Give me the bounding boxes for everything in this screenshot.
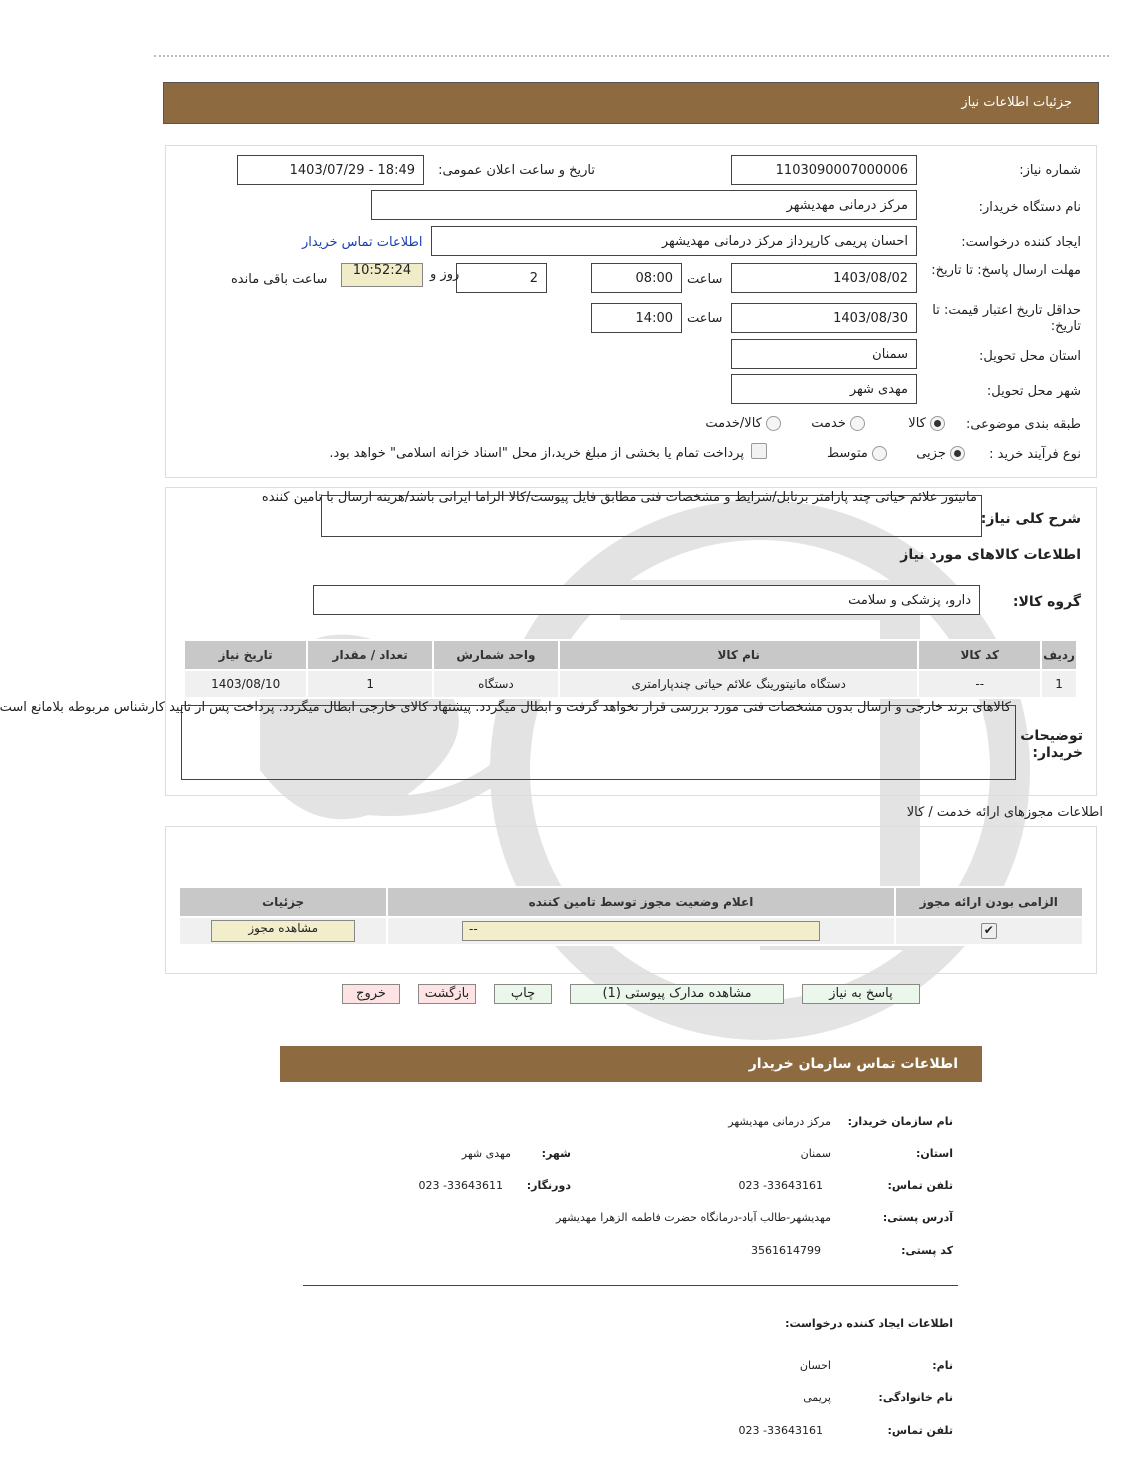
- process-label: نوع فرآیند خرید :: [989, 447, 1081, 462]
- col-name: نام کالا: [559, 640, 919, 670]
- summary-field[interactable]: [261, 490, 982, 537]
- summary-label: شرح کلی نیاز:: [980, 511, 1081, 527]
- radio-icon[interactable]: [766, 416, 781, 431]
- price-time-value: 14:00: [635, 311, 673, 326]
- announce-label: تاریخ و ساعت اعلان عمومی:: [438, 163, 595, 178]
- postal-label: کد پستی:: [901, 1244, 953, 1257]
- contact-title: اطلاعات تماس سازمان خریدار: [748, 1056, 958, 1072]
- print-button[interactable]: چاپ: [494, 984, 552, 1004]
- creator-field: [431, 226, 917, 256]
- remaining-time-value: 10:52:24: [352, 263, 412, 278]
- postal-value: 3561614799: [751, 1244, 821, 1257]
- days-label: روز و: [430, 267, 460, 282]
- name-value: احسان: [799, 1359, 831, 1372]
- buyer-org-value: مرکز درمانی مهدیشهر: [786, 198, 908, 213]
- price-time-field: [591, 303, 682, 333]
- category-label: طبقه بندی موضوعی:: [965, 417, 1081, 432]
- buyer-notes-text: کالاهای برند خارجی و ارسال بدون مشخصات فنی مورد بررسی قرار نخواهد گرفت و ابطال میگردد. پیشنهاد کالای خارجی ابطال میگردد. پرداخت پس از تایید کارشناس مربوطه بلامانع است: [0, 700, 1011, 715]
- col-status: اعلام وضعیت مجوز توسط تامین کننده: [387, 887, 894, 917]
- phone-value: 023 -33643161: [738, 1179, 823, 1192]
- contact-province-label: استان:: [916, 1147, 953, 1160]
- attachments-button[interactable]: مشاهده مدارک پیوستی (1): [570, 984, 784, 1004]
- col-details: جزئیات: [179, 887, 387, 917]
- back-button[interactable]: بازگشت: [418, 984, 476, 1004]
- process-option-minor[interactable]: [916, 446, 965, 461]
- price-date-field: [731, 303, 917, 333]
- fax-label: دورنگار:: [526, 1179, 571, 1192]
- address-value: مهدیشهر-طالب آباد-درمانگاه حضرت فاطمه الزهرا مهدیشهر: [555, 1211, 831, 1224]
- payment-checkbox[interactable]: [751, 443, 767, 459]
- need-number-value: 1103090007000006: [775, 163, 908, 178]
- col-code: کد کالا: [918, 640, 1041, 670]
- category-option-goods-label: کالا: [908, 416, 926, 431]
- fax-value: 023 -33643611: [418, 1179, 503, 1192]
- announce-value: 1403/07/29 - 18:49: [289, 163, 415, 178]
- col-unit: واحد شمارش: [433, 640, 559, 670]
- category-option-service-label: خدمت: [811, 416, 846, 431]
- cell-code: --: [918, 670, 1041, 698]
- process-option-minor-label: جزیی: [916, 446, 946, 461]
- creator-phone-value: 023 -33643161: [738, 1424, 823, 1437]
- days-field: [456, 263, 547, 293]
- page-title: جزئیات اطلاعات نیاز: [961, 95, 1072, 110]
- city-field: [731, 374, 917, 404]
- cell-details: [179, 917, 387, 945]
- cell-qty: 1: [307, 670, 433, 698]
- buyer-org-field: [371, 190, 917, 220]
- category-option-goods[interactable]: [908, 416, 945, 431]
- city-label: شهر محل تحویل:: [986, 384, 1081, 399]
- radio-selected-icon[interactable]: [930, 416, 945, 431]
- days-value: 2: [529, 271, 538, 286]
- checkmark-icon: ✔: [983, 923, 994, 937]
- permits-table: [178, 886, 1084, 946]
- goods-info-title: اطلاعات کالاهای مورد نیاز: [900, 547, 1081, 563]
- price-validity-label: حداقل تاریخ اعتبار قیمت: تا تاریخ:: [932, 303, 1081, 334]
- city-value: مهدی شهر: [849, 382, 908, 397]
- exit-button[interactable]: خروج: [342, 984, 400, 1004]
- cell-required: [895, 917, 1083, 945]
- province-label: استان محل تحویل:: [979, 349, 1081, 364]
- buyer-notes-label: توضیحات خریدار:: [1020, 728, 1083, 761]
- goods-table: [183, 639, 1078, 699]
- contact-header: [280, 1046, 982, 1082]
- reply-date-value: 1403/08/02: [833, 271, 908, 286]
- phone-label: تلفن تماس:: [887, 1179, 953, 1192]
- table-row[interactable]: [184, 670, 1077, 698]
- view-permit-button[interactable]: مشاهده مجوز: [211, 920, 355, 942]
- process-option-medium[interactable]: [827, 446, 887, 461]
- reply-deadline-label: مهلت ارسال پاسخ: تا تاریخ:: [931, 263, 1081, 278]
- col-row: ردیف: [1041, 640, 1077, 670]
- contact-province-value: سمنان: [800, 1147, 831, 1160]
- family-label: نام خانوادگی:: [878, 1391, 953, 1404]
- remaining-label: ساعت باقی مانده: [231, 272, 328, 287]
- province-field: [731, 339, 917, 369]
- buyer-org-label: نام دستگاه خریدار:: [978, 200, 1081, 215]
- permits-title: اطلاعات مجوزهای ارائه خدمت / کالا: [906, 805, 1103, 820]
- col-required: الزامی بودن ارائه مجوز: [895, 887, 1083, 917]
- need-number-label: شماره نیاز:: [1019, 163, 1081, 178]
- reply-date-field: [731, 263, 917, 293]
- org-value: مرکز درمانی مهدیشهر: [728, 1115, 831, 1128]
- cell-status: [387, 917, 894, 945]
- goods-group-field: [313, 585, 980, 615]
- family-value: پریمی: [803, 1391, 831, 1404]
- buyer-notes-field[interactable]: [0, 700, 1016, 780]
- category-option-both-label: کالا/خدمت: [705, 416, 762, 431]
- reply-time-label: ساعت: [687, 272, 723, 287]
- summary-text: مانیتور علائم حیاتی چند پارامتر برنابل/شرایط و مشخصات فنی مطابق فایل پیوست/کالا الزاما ایرانی باشد/هزینه ارسال با تامین کننده: [261, 490, 977, 505]
- permit-status-field: [462, 921, 820, 941]
- reply-time-field: [591, 263, 682, 293]
- price-date-value: 1403/08/30: [833, 311, 908, 326]
- col-qty: تعداد / مقدار: [307, 640, 433, 670]
- permits-table-header: [179, 887, 1083, 917]
- cell-date: 1403/08/10: [184, 670, 307, 698]
- category-option-service[interactable]: [811, 416, 865, 431]
- remaining-time-field: [341, 263, 423, 287]
- announce-field: [237, 155, 424, 185]
- creator-phone-label: تلفن تماس:: [887, 1424, 953, 1437]
- goods-group-label: گروه کالا:: [1012, 594, 1081, 610]
- radio-icon[interactable]: [872, 446, 887, 461]
- cell-row: 1: [1041, 670, 1077, 698]
- cell-unit: دستگاه: [433, 670, 559, 698]
- category-option-both[interactable]: [705, 416, 781, 431]
- name-label: نام:: [932, 1359, 953, 1372]
- cell-name: دستگاه مانیتورینگ علائم حیاتی چندپارامتری: [559, 670, 919, 698]
- payment-note: پرداخت تمام یا بخشی از مبلغ خرید،از محل "اسناد خزانه اسلامی" خواهد بود.: [329, 446, 744, 461]
- contact-city-label: شهر:: [541, 1147, 571, 1160]
- page-header: [163, 82, 1099, 124]
- province-value: سمنان: [872, 347, 908, 362]
- permit-status-value: --: [469, 922, 478, 936]
- top-divider: [154, 55, 1109, 57]
- address-label: آدرس پستی:: [882, 1211, 953, 1224]
- goods-table-header: [184, 640, 1077, 670]
- table-row: [179, 917, 1083, 945]
- creator-info-title: اطلاعات ایجاد کننده درخواست:: [785, 1317, 953, 1330]
- contact-city-value: مهدی شهر: [461, 1147, 511, 1160]
- radio-selected-icon[interactable]: [950, 446, 965, 461]
- col-date: تاریخ نیاز: [184, 640, 307, 670]
- contact-divider: [303, 1285, 958, 1286]
- radio-icon[interactable]: [850, 416, 865, 431]
- org-label: نام سازمان خریدار:: [847, 1115, 953, 1128]
- need-number-field: [731, 155, 917, 185]
- reply-button[interactable]: پاسخ به نیاز: [802, 984, 920, 1004]
- creator-value: احسان پریمی کارپرداز مرکز درمانی مهدیشهر: [661, 234, 908, 249]
- process-option-medium-label: متوسط: [827, 446, 868, 461]
- required-checkbox[interactable]: [981, 923, 997, 939]
- buyer-contact-link[interactable]: اطلاعات تماس خریدار: [302, 235, 423, 250]
- goods-group-value: دارو، پزشکی و سلامت: [848, 593, 971, 608]
- price-time-label: ساعت: [687, 311, 723, 326]
- reply-time-value: 08:00: [635, 271, 673, 286]
- creator-label: ایجاد کننده درخواست:: [961, 235, 1081, 250]
